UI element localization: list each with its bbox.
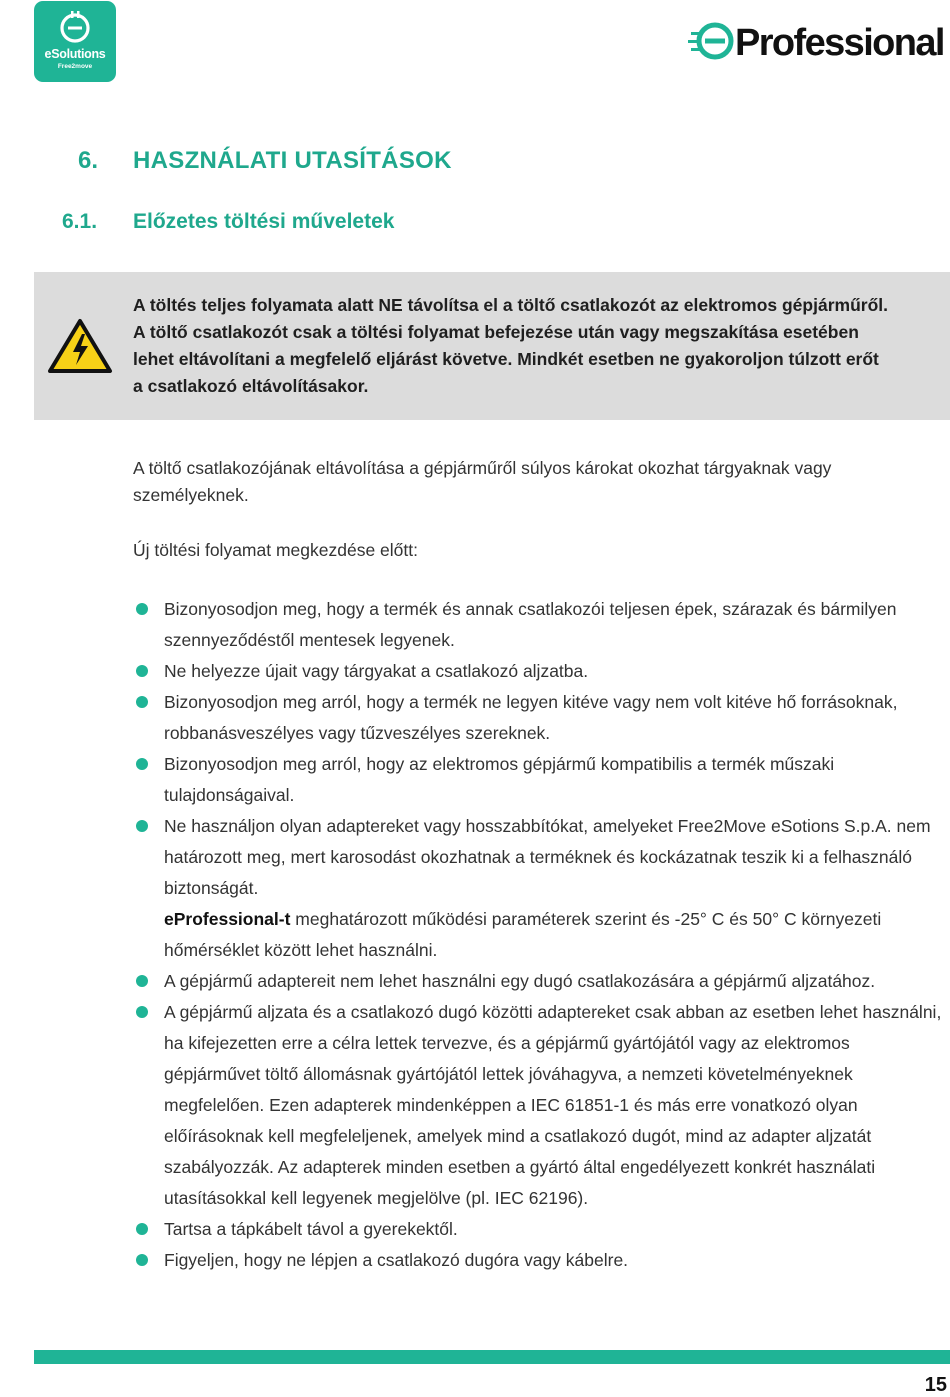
precaution-list xyxy=(133,594,948,1276)
note-text: meghatározott működési paraméterek szerint és -25° C és 50° C környezeti hőmérséklet között lehet használni. xyxy=(164,909,882,960)
list-item xyxy=(133,687,948,749)
logo-wordmark: Professional xyxy=(735,22,944,64)
paragraph: A töltő csatlakozójának eltávolítása a gépjárműről súlyos károkat okozhat tárgyaknak vagy személyeknek. xyxy=(133,458,832,505)
paragraph: Új töltési folyamat megkezdése előtt: xyxy=(133,540,418,560)
bullet-dot xyxy=(136,665,148,677)
bullet-dot xyxy=(136,758,148,770)
list-item xyxy=(133,1245,948,1276)
warning-text: A töltés teljes folyamata alatt NE távolítsa el a töltő csatlakozót az elektromos gépjárműről. A töltő csatlakozót csak a töltési folyamat befejezése után vagy megszakítása esetében lehet eltávolítani a megfelelő eljárást követve. Mindkét esetben ne gyakoroljon túlzott erőt a csatlakozó eltávolításakor. xyxy=(133,295,888,396)
logo-text-esolutions: eSolutions xyxy=(44,47,106,61)
bullet-dot xyxy=(136,696,148,708)
subsection-title: Előzetes töltési műveletek xyxy=(133,210,395,233)
list-item-text: Bizonyosodjon meg arról, hogy a termék ne legyen kitéve vagy nem volt kitéve hő forrásoknak, robbanásveszélyes vagy tűzveszélyes szereknek. xyxy=(164,692,898,743)
list-item-text: Bizonyosodjon meg arról, hogy az elektromos gépjármű kompatibilis a termék műszaki tulajdonságaival. xyxy=(164,754,835,805)
list-item-text: A gépjármű adaptereit nem lehet használni egy dugó csatlakozására a gépjármű aljzatához. xyxy=(164,971,876,991)
logo-text-free2move: Free2move xyxy=(57,63,93,70)
subsection-number: 6.1. xyxy=(62,210,98,233)
bullet-dot xyxy=(136,1254,148,1266)
plug-e-icon xyxy=(688,16,736,66)
footer-bar xyxy=(34,1350,950,1364)
list-item-text: Bizonyosodjon meg, hogy a termék és annak csatlakozói teljesen épek, szárazak és bármilyen szennyeződéstől mentesek legyenek. xyxy=(164,599,897,650)
list-item-text: Ne használjon olyan adaptereket vagy hosszabbítókat, amelyeket Free2Move eSotions S.p.A. nem határozott meg, mert karosodást okozhatnak a terméknek és kockázatnak teszik ki a felhasználó biztonságát. xyxy=(164,816,931,898)
section-number: 6. xyxy=(78,147,99,174)
bullet-dot xyxy=(136,1223,148,1235)
esolutions-logo xyxy=(34,1,116,82)
list-item-text: Tartsa a tápkábelt távol a gyerekektől. xyxy=(164,1219,458,1239)
list-item-text: A gépjármű aljzata és a csatlakozó dugó közötti adaptereket csak abban az esetben lehet használni, ha kifejezetten erre a célra lettek tervezve, és a gépjármű gyártójától vagy az elektromos gépjárművet töltő állomásnak gyártójától lettek jóváhagyva, a nemzeti követelményeknek megfelelően. Ezen adapterek mindenképpen a IEC 61851-1 és más erre vonatkozó olyan előírásoknak kell megfeleljenek, amelyek mind a csatlakozó dugót, mind az adapter aljzatát szabályozzák. Az adapterek minden esetben a gyártó által engedélyezett konkrét használati utasításokkal kell legyenek megjelölve (pl. IEC 62196). xyxy=(164,1002,942,1208)
product-name: eProfessional-t xyxy=(164,909,291,929)
page-number: 15 xyxy=(924,1374,947,1396)
bullet-dot xyxy=(136,975,148,987)
list-item xyxy=(133,749,948,811)
eprofessional-logo xyxy=(688,16,950,66)
high-voltage-warning-icon xyxy=(47,318,113,374)
list-item xyxy=(133,594,948,656)
list-item xyxy=(133,966,948,997)
bullet-dot xyxy=(136,603,148,615)
list-item-text: Ne helyezze újait vagy tárgyakat a csatlakozó aljzatba. xyxy=(164,661,589,681)
section-title: HASZNÁLATI UTASÍTÁSOK xyxy=(133,147,452,174)
list-item-text: Figyeljen, hogy ne lépjen a csatlakozó dugóra vagy kábelre. xyxy=(164,1250,629,1270)
operating-conditions-note xyxy=(133,904,948,966)
list-item xyxy=(133,997,948,1214)
bullet-dot xyxy=(136,1006,148,1018)
list-item xyxy=(133,811,948,904)
warning-box xyxy=(34,272,950,420)
bullet-dot xyxy=(136,820,148,832)
list-item xyxy=(133,656,948,687)
list-item xyxy=(133,1214,948,1245)
plug-e-icon xyxy=(58,9,92,45)
